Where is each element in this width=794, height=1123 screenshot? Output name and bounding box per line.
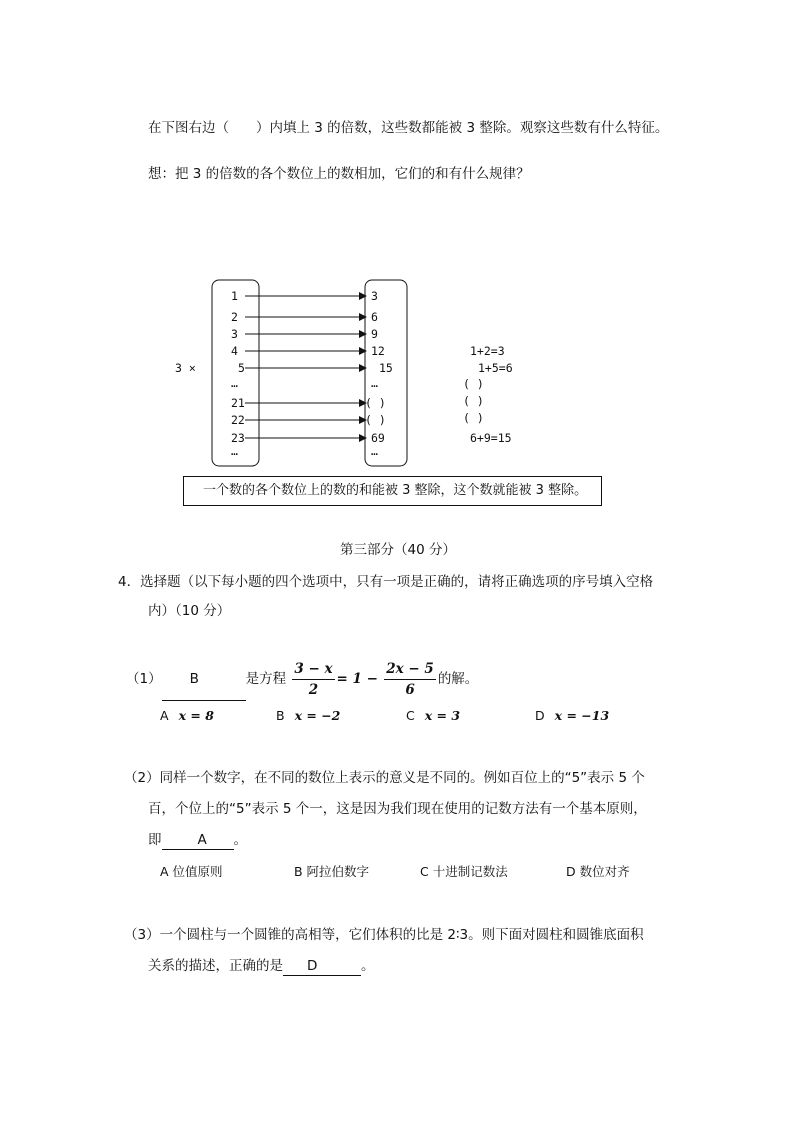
q2-line-3-suffix: 。 bbox=[233, 832, 247, 848]
q1-lhs-fraction bbox=[292, 659, 334, 700]
q1-line bbox=[126, 658, 478, 701]
right-number-9: 69 bbox=[371, 431, 385, 445]
left-number-5: 5 bbox=[238, 361, 245, 375]
q1-option-a-label: A bbox=[160, 708, 169, 723]
right-number-4: 12 bbox=[371, 344, 385, 358]
q1-option-b[interactable] bbox=[276, 708, 340, 723]
right-number-2: 6 bbox=[371, 310, 378, 324]
q2-line-2: 百，个位上的“5”表示 5 个一，这是因为我们现在使用的记数方法有一个基本原则， bbox=[148, 801, 647, 817]
intro-line-1: 在下图右边（ ）内填上 3 的倍数，这些数都能被 3 整除。观察这些数有什么特征。 bbox=[148, 120, 669, 136]
q1-answer-blank[interactable]: B bbox=[162, 658, 246, 701]
q1-rhs-denominator: 6 bbox=[405, 681, 415, 698]
q1-option-d[interactable] bbox=[535, 708, 609, 723]
q1-lhs-denominator: 2 bbox=[308, 681, 319, 698]
digit-sum-6: 6+9=15 bbox=[470, 431, 512, 445]
q3-line-2 bbox=[148, 957, 375, 976]
digit-sum-3[interactable]: ( ) bbox=[463, 377, 484, 391]
digit-sum-4[interactable]: ( ) bbox=[463, 394, 484, 408]
right-number-8[interactable]: ( ) bbox=[365, 413, 386, 427]
q1-number: （1） bbox=[126, 671, 162, 687]
right-number-7[interactable]: ( ) bbox=[365, 396, 386, 410]
left-number-10: … bbox=[231, 444, 238, 458]
q1-option-a-value: x = 8 bbox=[178, 708, 214, 723]
q2-answer-blank[interactable]: A bbox=[162, 831, 234, 850]
multiplier-label: 3 × bbox=[175, 361, 196, 375]
q2-line-1: （2）同样一个数字，在不同的数位上表示的意义是不同的。例如百位上的“5”表示 5 个 bbox=[124, 770, 645, 786]
left-number-8: 22 bbox=[231, 413, 245, 427]
q1-option-b-label: B bbox=[276, 708, 285, 723]
digit-sum-2: 1+5=6 bbox=[478, 361, 513, 375]
q1-option-b-value: x = −2 bbox=[294, 708, 341, 723]
multiples-diagram bbox=[0, 0, 794, 480]
q1-option-d-label: D bbox=[535, 708, 545, 723]
q1-option-a[interactable] bbox=[160, 708, 214, 723]
right-number-1: 3 bbox=[371, 289, 378, 303]
conclusion-box: 一个数的各个数位上的数的和能被 3 整除，这个数就能被 3 整除。 bbox=[183, 476, 602, 506]
left-number-2: 2 bbox=[231, 310, 238, 324]
right-number-6: … bbox=[371, 376, 378, 390]
left-number-7: 21 bbox=[231, 396, 245, 410]
q1-option-c[interactable] bbox=[406, 708, 460, 723]
q1-rhs-fraction bbox=[384, 659, 436, 700]
right-number-3: 9 bbox=[371, 327, 378, 341]
digit-sum-1: 1+2=3 bbox=[470, 344, 505, 358]
intro-line-2: 想：把 3 的倍数的各个数位上的数相加，它们的和有什么规律？ bbox=[148, 166, 530, 182]
q1-option-c-value: x = 3 bbox=[424, 708, 461, 723]
q4-instruction-line-2: 内）（10 分） bbox=[148, 603, 231, 619]
left-number-3: 3 bbox=[231, 327, 238, 341]
right-number-10: … bbox=[371, 444, 378, 458]
q2-line-3-prefix: 即 bbox=[148, 832, 162, 848]
q3-answer-blank[interactable]: D bbox=[283, 957, 361, 976]
left-number-9: 23 bbox=[231, 431, 245, 445]
q2-option-d[interactable]: D 数位对齐 bbox=[566, 864, 630, 879]
digit-sum-5[interactable]: ( ) bbox=[463, 411, 484, 425]
q2-line-3 bbox=[148, 831, 247, 850]
q1-option-d-value: x = −13 bbox=[554, 708, 610, 723]
q3-line-2-prefix: 关系的描述，正确的是 bbox=[148, 958, 283, 974]
right-number-5: 15 bbox=[379, 361, 393, 375]
q1-equals-one-minus: = 1 − bbox=[336, 671, 378, 687]
q1-rhs-numerator: 2x − 5 bbox=[384, 659, 436, 680]
q2-option-a[interactable]: A 位值原则 bbox=[160, 864, 223, 879]
left-number-6: … bbox=[231, 376, 238, 390]
q1-lhs-numerator: 3 − x bbox=[292, 659, 334, 680]
section-title: 第三部分（40 分） bbox=[340, 542, 456, 558]
left-number-1: 1 bbox=[231, 289, 238, 303]
q4-instruction-line-1: 4．选择题（以下每小题的四个选项中，只有一项是正确的，请将正确选项的序号填入空格 bbox=[118, 574, 654, 590]
q2-option-c[interactable]: C 十进制记数法 bbox=[420, 864, 508, 879]
q1-tail: 的解。 bbox=[437, 671, 479, 687]
q3-line-1: （3）一个圆柱与一个圆锥的高相等，它们体积的比是 2∶3。则下面对圆柱和圆锥底面积 bbox=[124, 927, 644, 943]
q2-option-b[interactable]: B 阿拉伯数字 bbox=[294, 864, 370, 879]
q1-text: 是方程 bbox=[245, 671, 287, 687]
left-number-4: 4 bbox=[231, 344, 238, 358]
q3-line-2-suffix: 。 bbox=[361, 958, 375, 974]
q1-option-c-label: C bbox=[406, 708, 415, 723]
